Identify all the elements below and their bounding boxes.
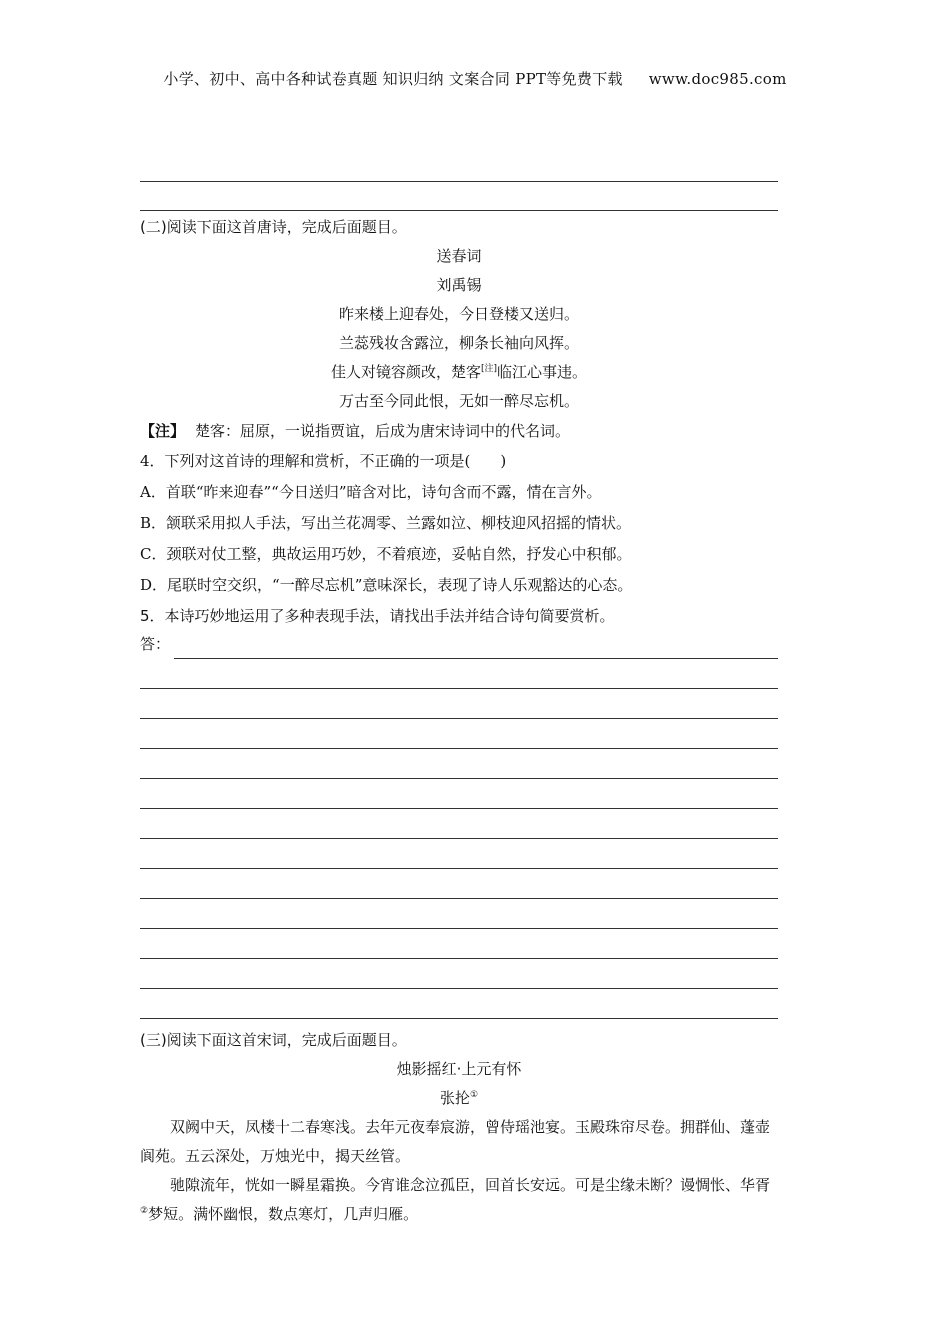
ci-paragraph-2-pre: 驰隙流年，恍如一瞬星霜换。今宵谁念泣孤臣，回首长安远。可是尘缘未断？谩惆怅、华胥 — [170, 1176, 771, 1194]
note-marker: [注] — [480, 364, 498, 374]
answer-first-line[interactable] — [140, 632, 778, 659]
section-2-title: (二)阅读下面这首唐诗，完成后面题目。 — [140, 218, 407, 236]
section-3-title: (三)阅读下面这首宋词，完成后面题目。 — [140, 1031, 407, 1049]
poem-title: 送春词 — [436, 247, 482, 265]
ci-author-name: 张抡 — [439, 1089, 470, 1107]
question-4-option-a: A．首联“昨来迎春”“今日送归”暗含对比，诗句含而不露，情在言外。 — [140, 483, 602, 501]
question-4-option-d: D．尾联时空交织，“一醉尽忘机”意味深长，表现了诗人乐观豁达的心态。 — [140, 576, 633, 594]
page-header — [0, 68, 950, 89]
ci-title: 烛影摇红·上元有怀 — [396, 1060, 522, 1078]
answer-line[interactable] — [140, 900, 778, 929]
answer-label: 答： — [140, 635, 171, 653]
answer-line[interactable] — [140, 780, 778, 809]
answer-lines — [140, 660, 778, 1019]
question-4-option-c: C．颈联对仗工整，典故运用巧妙，不着痕迹，妥帖自然，抒发心中积郁。 — [140, 545, 632, 563]
header-url[interactable]: www.doc985.com — [648, 70, 787, 88]
poem-line-3-post: 临江心事违。 — [497, 363, 588, 381]
poem-line-3-pre: 佳人对镜容颜改，楚客 — [330, 363, 481, 381]
poem-note — [140, 416, 778, 446]
ci-paragraph-2-post: 梦短。满怀幽恨，数点寒灯，几声归雁。 — [148, 1205, 419, 1223]
answer-line[interactable] — [140, 750, 778, 779]
answer-line[interactable] — [140, 690, 778, 719]
note-label: 【注】 — [140, 422, 186, 440]
answer-line[interactable] — [140, 720, 778, 749]
blank-answer-line[interactable] — [140, 183, 778, 211]
ci-note-marker: ② — [140, 1206, 149, 1216]
ci-paragraph-2 — [140, 1171, 778, 1229]
header-text: 小学、初中、高中各种试卷真题 知识归纳 文案合同 PPT等免费下载 — [163, 70, 623, 88]
poem-line-4: 万古至今同此恨，无如一醉尽忘机。 — [338, 392, 579, 410]
question-5-stem: 5．本诗巧妙地运用了多种表现手法，请找出手法并结合诗句简要赏析。 — [140, 607, 615, 625]
answer-line[interactable] — [140, 810, 778, 839]
poem-line-1: 昨来楼上迎春处，今日登楼又送归。 — [338, 305, 579, 323]
ci-author-note: ① — [469, 1090, 479, 1100]
poem-line-3 — [140, 358, 778, 387]
note-text: 楚客：屈原，一说指贾谊，后成为唐宋诗词中的代名词。 — [195, 422, 571, 440]
question-4-stem: 4．下列对这首诗的理解和赏析，不正确的一项是( ) — [140, 452, 507, 470]
answer-fill-line[interactable] — [174, 640, 778, 659]
answer-line[interactable] — [140, 960, 778, 989]
answer-line[interactable] — [140, 930, 778, 959]
answer-line[interactable] — [140, 840, 778, 869]
question-4-option-b: B．颔联采用拟人手法，写出兰花凋零、兰露如泣、柳枝迎风招摇的情状。 — [140, 514, 632, 532]
answer-line[interactable] — [140, 870, 778, 899]
ci-paragraph-1: 双阙中天，凤楼十二春寒浅。去年元夜奉宸游，曾侍瑶池宴。玉殿珠帘尽卷。拥群仙、蓬壶阆苑。五云深处，万烛光中，揭天丝管。 — [140, 1118, 771, 1165]
poem-line-2: 兰蕊残妆含露泣，柳条长袖向风挥。 — [338, 334, 579, 352]
answer-line[interactable] — [140, 990, 778, 1019]
poem-author: 刘禹锡 — [436, 276, 482, 294]
answer-line[interactable] — [140, 660, 778, 689]
ci-author — [140, 1084, 778, 1113]
document-body — [140, 154, 778, 1229]
blank-answer-line[interactable] — [140, 154, 778, 182]
